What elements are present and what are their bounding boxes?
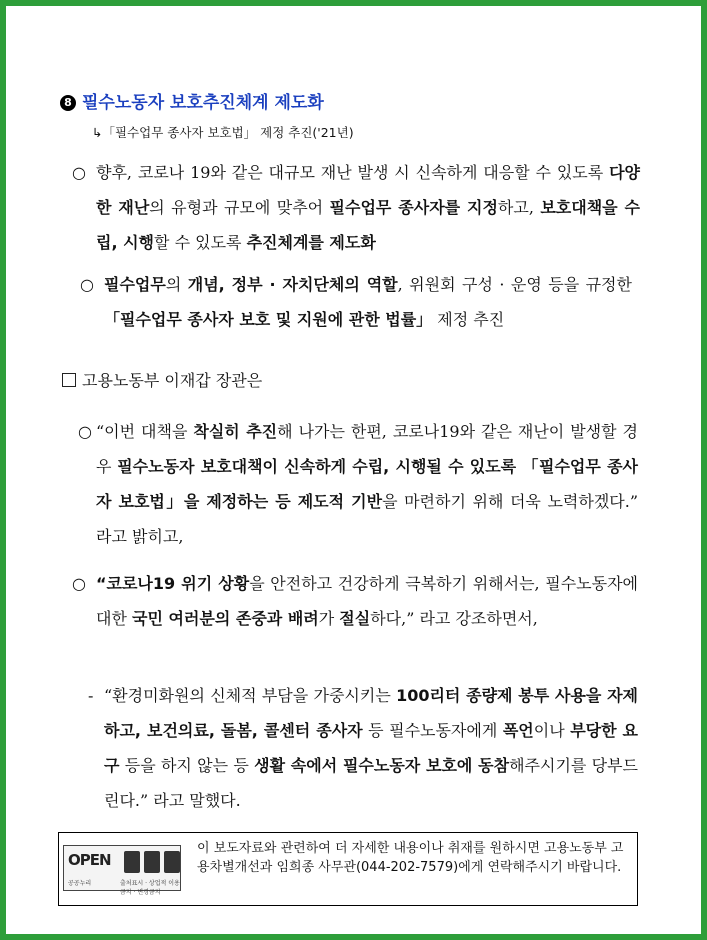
dash: - [88,686,94,705]
noncommercial-icon [144,851,160,873]
emphasis: 필수업무 [104,275,166,294]
text: “이번 대책을 [96,422,194,441]
contact-text: 이 보도자료와 관련하여 더 자세한 내용이나 취재를 원하시면 고용노동부 고용차별개선과 임희종 사무관(044-202-7579)에게 연락해주시기 바랍니다. [197,841,624,875]
text: 할 수 있도록 [154,233,247,252]
paragraph-3 [96,414,638,554]
noderivatives-icon [164,851,180,873]
paragraph-2 [104,267,632,337]
text: 제정 추진 [432,310,505,329]
heading-number: 8 [60,95,76,111]
emphasis: 필수노동자 보호대책이 신속하게 수립, 시행될 수 있도록 「필수업무 종사자 보호법」을 제정하는 등 제도적 기반 [96,457,638,511]
attribution-icon [124,851,140,873]
text: 등을 하지 않는 등 [119,756,255,775]
subheading: ↳「필수업무 종사자 보호법」 제정 추진('21년) [92,125,354,140]
open-license-logo [63,845,181,896]
paragraph-1 [96,155,640,260]
emphasis: 생활 속에서 필수노동자 보호에 동참 [254,756,510,775]
section-text: 고용노동부 이재갑 장관은 [82,371,263,390]
heading-title: 필수노동자 보호추진체계 제도화 [82,93,324,113]
logo-subtext: 공공누리 [68,880,92,887]
paragraph-4 [96,566,638,636]
bullet-4: ○ [72,574,86,593]
text: 향후, 코로나 19와 같은 대규모 재난 발생 시 신속하게 대응할 수 있도록 [96,163,610,182]
emphasis: 국민 여러분의 존중과 배려 [132,609,319,628]
logo-text: OPEN [68,851,111,869]
text: 을 마련하기 위해 더욱 노력하겠다.” 라고 밝히고, [96,492,638,546]
text: 등 필수노동자에게 [362,721,503,740]
emphasis: 폭언 [502,721,534,740]
paragraph-5 [104,678,638,818]
emphasis: 개념, 정부 · 자치단체의 역할 [187,275,398,294]
text: 해 나가는 한편, 코로나19와 같은 재난이 발생할 경우 [96,422,638,476]
text: 가 [318,609,340,628]
emphasis: 「필수업무 종사자 보호 및 지원에 관한 법률」 [104,310,433,329]
text: “환경미화원의 신체적 부담을 가중시키는 [104,686,397,705]
emphasis: 다양한 재난 [96,163,640,217]
bullet-2: ○ [80,275,94,294]
bullet-3: ○ [78,422,92,441]
bullet-1: ○ [72,163,86,182]
text: 의 [165,275,188,294]
text: 해주시기를 당부드린다.” 라고 말했다. [104,756,639,810]
emphasis: 보호대책을 수립, 시행 [96,198,640,252]
text: 의 유형과 규모에 맞추어 [149,198,330,217]
contact-box [58,832,638,906]
emphasis: 필수업무 종사자를 지정 [329,198,498,217]
checkbox-square-icon [62,373,76,387]
emphasis: 100리터 종량제 봉투 사용을 자제하고, 보건의료, 돌봄, 콜센터 종사자 [104,686,638,740]
emphasis: 착실히 추진 [193,422,278,441]
logo-license-text: 출처표시 · 상업적 이용금지 · 변경금지 [120,880,180,896]
section-heading [60,88,324,113]
text: 하다,” 라고 강조하면서, [370,609,538,628]
text: , 위원회 구성 · 운영 등을 규정한 [397,275,632,294]
emphasis: 추진체계를 제도화 [246,233,376,252]
text: 하고, [497,198,541,217]
emphasis: 절실 [339,609,371,628]
section-line [62,368,262,391]
emphasis: “코로나19 위기 상황 [96,574,250,593]
text: 을 안전하고 건강하게 극복하기 위해서는, 필수노동자에 대한 [96,574,638,628]
text: 이나 [533,721,571,740]
emphasis: 부당한 요구 [104,721,639,775]
